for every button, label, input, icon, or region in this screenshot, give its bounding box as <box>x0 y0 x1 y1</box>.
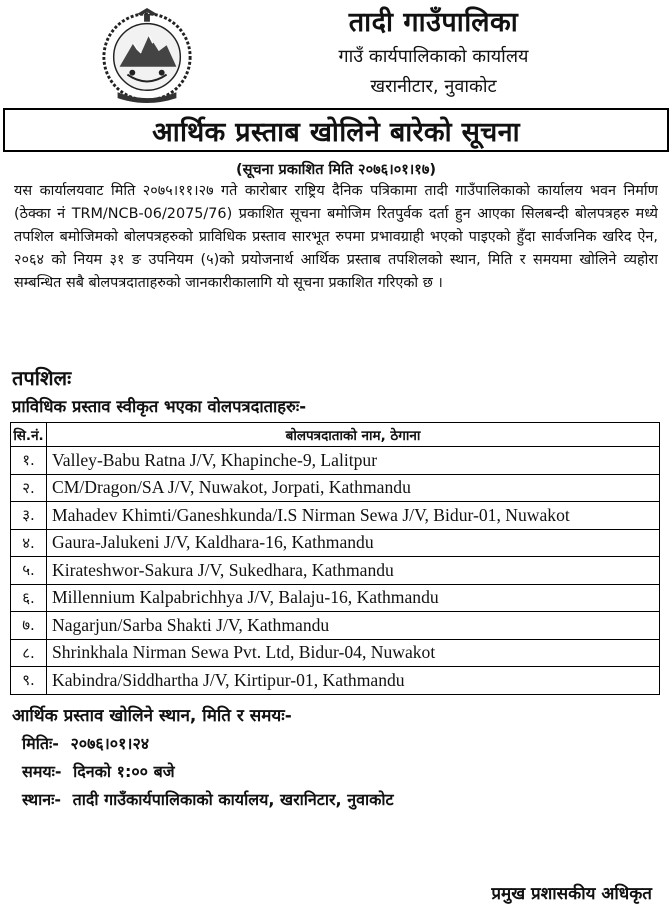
opening-place-label: स्थानः- <box>22 789 62 809</box>
office-name: गाउँ कार्यपालिकाको कार्यालय <box>338 46 529 67</box>
row-bidder-name: CM/Dragon/SA J/V, Nuwakot, Jorpati, Kathmandu <box>47 474 660 502</box>
details-heading: तपशिलः <box>12 366 72 390</box>
signature-title: प्रमुख प्रशासकीय अधिकृत <box>491 884 652 904</box>
column-header-name: बोलपत्रदाताको नाम, ठेगाना <box>47 423 660 447</box>
table-row <box>11 447 660 475</box>
opening-time-row <box>22 758 672 786</box>
row-bidder-name: Kabindra/Siddhartha J/V, Kirtipur-01, Kathmandu <box>47 667 660 695</box>
row-sn: ६. <box>11 584 47 612</box>
table-row <box>11 502 660 530</box>
row-bidder-name: Shrinkhala Nirman Sewa Pvt. Ltd, Bidur-04, Nuwakot <box>47 639 660 667</box>
row-sn: ५. <box>11 557 47 585</box>
row-sn: ८. <box>11 639 47 667</box>
table-row <box>11 612 660 640</box>
opening-place-row <box>22 786 672 814</box>
opening-time-label: समयः- <box>22 761 62 781</box>
table-header-row <box>11 423 660 447</box>
opening-time-value: दिनको १:०० बजे <box>73 761 175 781</box>
details-subheading: प्राविधिक प्रस्ताव स्वीकृत भएका वोलपत्रदाताहरुः- <box>12 397 307 416</box>
notice-title <box>3 108 669 152</box>
bidders-table <box>10 422 660 695</box>
row-bidder-name: Gaura-Jalukeni J/V, Kaldhara-16, Kathmandu <box>47 529 660 557</box>
opening-date-value: २०७६।०१।२४ <box>70 733 150 753</box>
row-sn: २. <box>11 474 47 502</box>
opening-place-value: तादी गाउँकार्यपालिकाको कार्यालय, खरानिटार, नुवाकोट <box>72 789 394 809</box>
row-bidder-name: Millennium Kalpabrichhya J/V, Balaju-16, Kathmandu <box>47 584 660 612</box>
row-bidder-name: Kirateshwor-Sakura J/V, Sukedhara, Kathmandu <box>47 557 660 585</box>
office-address: खरानीटार, नुवाकोट <box>370 76 497 97</box>
row-bidder-name: Nagarjun/Sarba Shakti J/V, Kathmandu <box>47 612 660 640</box>
opening-heading: आर्थिक प्रस्ताव खोलिने स्थान, मिति र समयः- <box>12 705 292 726</box>
published-date: (सूचना प्रकाशित मिति २०७६।०१।१७) <box>236 162 436 178</box>
table-row <box>11 639 660 667</box>
opening-date-label: मितिः- <box>22 733 59 753</box>
notice-title-text: आर्थिक प्रस्ताब खोलिने बारेको सूचना <box>152 116 520 148</box>
table-row <box>11 557 660 585</box>
row-bidder-name: Valley-Babu Ratna J/V, Khapinche-9, Lalitpur <box>47 447 660 475</box>
column-header-sn: सि.नं. <box>11 423 47 447</box>
table-row <box>11 584 660 612</box>
nepal-government-emblem-icon <box>98 6 196 104</box>
letterhead <box>0 0 672 108</box>
table-row <box>11 529 660 557</box>
row-sn: ४. <box>11 529 47 557</box>
row-sn: ९. <box>11 667 47 695</box>
table-row <box>11 667 660 695</box>
row-sn: १. <box>11 447 47 475</box>
row-sn: ७. <box>11 612 47 640</box>
notice-body: यस कार्यालयवाट मिति २०७५।११।२७ गते कारोबार राष्ट्रिय दैनिक पत्रिकामा तादी गाउँपालिकाको कार्यालय भवन निर्माण (ठेक्का नं TRM/NCB-06/2075/76) प्रकाशित सूचना बमोजिम रितपुर्वक दर्ता हुन आएका सिलबन्दी बोलपत्रहरु मध्ये तपशिल बमोजिमको बोलपत्रहरुको प्राविधिक प्रस्ताव सारभूत रुपमा प्रभावग्राही भएको पाइएको हुँदा सार्वजनिक खरिद ऐन, २०६४ को नियम ३१ ङ उपनियम (५)को प्रयोजनार्थ आर्थिक प्रस्ताब तपशिलको स्थान, मिति र समयमा खोलिने व्यहोरा सम्बन्धित सबै बोलपत्रदाताहरुको जानकारीकालागि यो सूचना प्रकाशित गरिएको छ । <box>14 183 658 291</box>
row-sn: ३. <box>11 502 47 530</box>
opening-date-row <box>22 730 672 758</box>
org-name: तादी गाउँपालिका <box>348 7 519 38</box>
table-row <box>11 474 660 502</box>
row-bidder-name: Mahadev Khimti/Ganeshkunda/I.S Nirman Sewa J/V, Bidur-01, Nuwakot <box>47 502 660 530</box>
